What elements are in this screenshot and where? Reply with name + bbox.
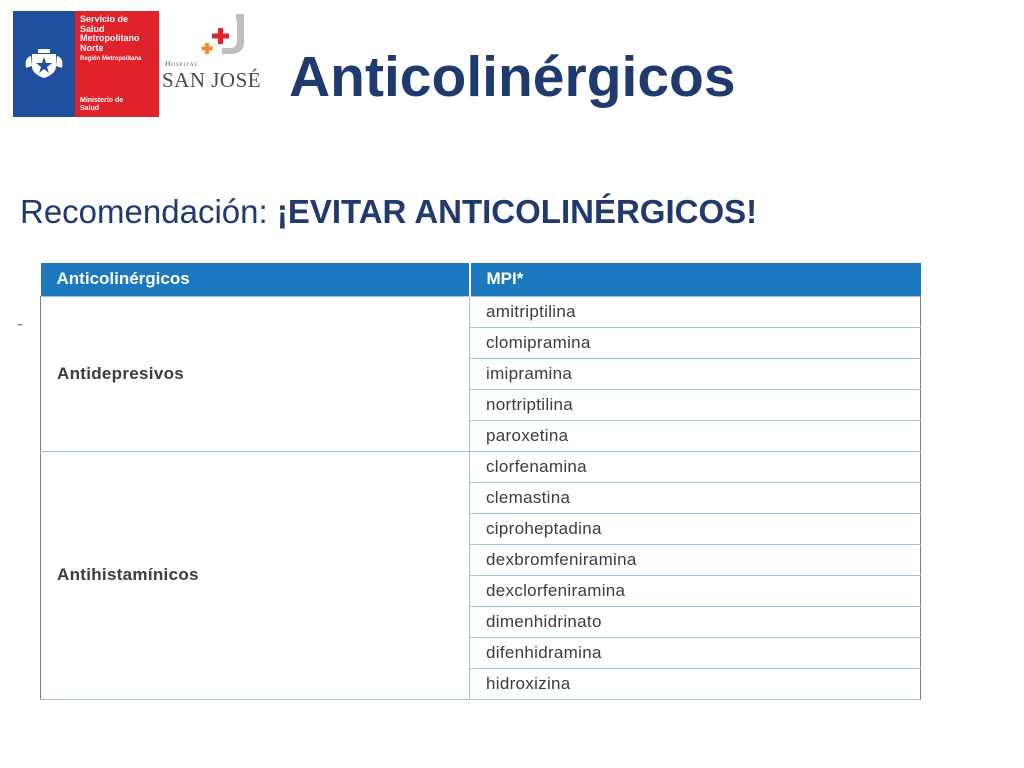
- column-header-mpi: MPI*: [470, 263, 921, 296]
- drug-cell: paroxetina: [470, 420, 921, 451]
- table-header-row: [41, 263, 921, 296]
- hospital-name: SAN JOSÉ: [162, 68, 262, 92]
- hospital-label: Hospital: [165, 59, 199, 68]
- drug-cell: nortriptilina: [470, 389, 921, 420]
- recommendation: [20, 190, 757, 234]
- column-header-category: Anticolinérgicos: [41, 263, 470, 296]
- hospital-cross-icon: [200, 12, 250, 62]
- recommendation-prefix: Recomendación:: [20, 193, 277, 230]
- bullet-dash: -: [17, 313, 24, 335]
- page-title: Anticolinérgicos: [289, 45, 736, 109]
- drug-cell: clemastina: [470, 482, 921, 513]
- category-antidepresivos: Antidepresivos: [41, 296, 470, 451]
- drug-cell: imipramina: [470, 358, 921, 389]
- drug-cell: hidroxizina: [470, 668, 921, 699]
- recommendation-emphasis: ¡EVITAR ANTICOLINÉRGICOS!: [276, 193, 758, 230]
- anticholinergic-table: [40, 263, 921, 700]
- drug-cell: clorfenamina: [470, 451, 921, 482]
- hospital-san-jose-logo: [160, 12, 276, 92]
- table-row: [41, 296, 921, 327]
- drug-cell: clomipramina: [470, 327, 921, 358]
- servicio-salud-logo: [13, 11, 159, 117]
- drug-cell: dimenhidrinato: [470, 606, 921, 637]
- table-row: [41, 451, 921, 482]
- ministerio-label: Ministerio de Salud: [80, 97, 124, 112]
- servicio-name: Servicio de Salud Metropolitano Norte: [80, 14, 140, 53]
- drug-cell: amitriptilina: [470, 296, 921, 327]
- drug-cell: ciproheptadina: [470, 513, 921, 544]
- category-antihistaminicos: Antihistamínicos: [41, 451, 470, 699]
- region-label: Región Metropolitana: [80, 56, 142, 62]
- servicio-salud-text: [75, 11, 159, 117]
- drug-cell: difenhidramina: [470, 637, 921, 668]
- drug-cell: dexclorfeniramina: [470, 575, 921, 606]
- drug-cell: dexbromfeniramina: [470, 544, 921, 575]
- chile-coat-of-arms-icon: [13, 11, 75, 117]
